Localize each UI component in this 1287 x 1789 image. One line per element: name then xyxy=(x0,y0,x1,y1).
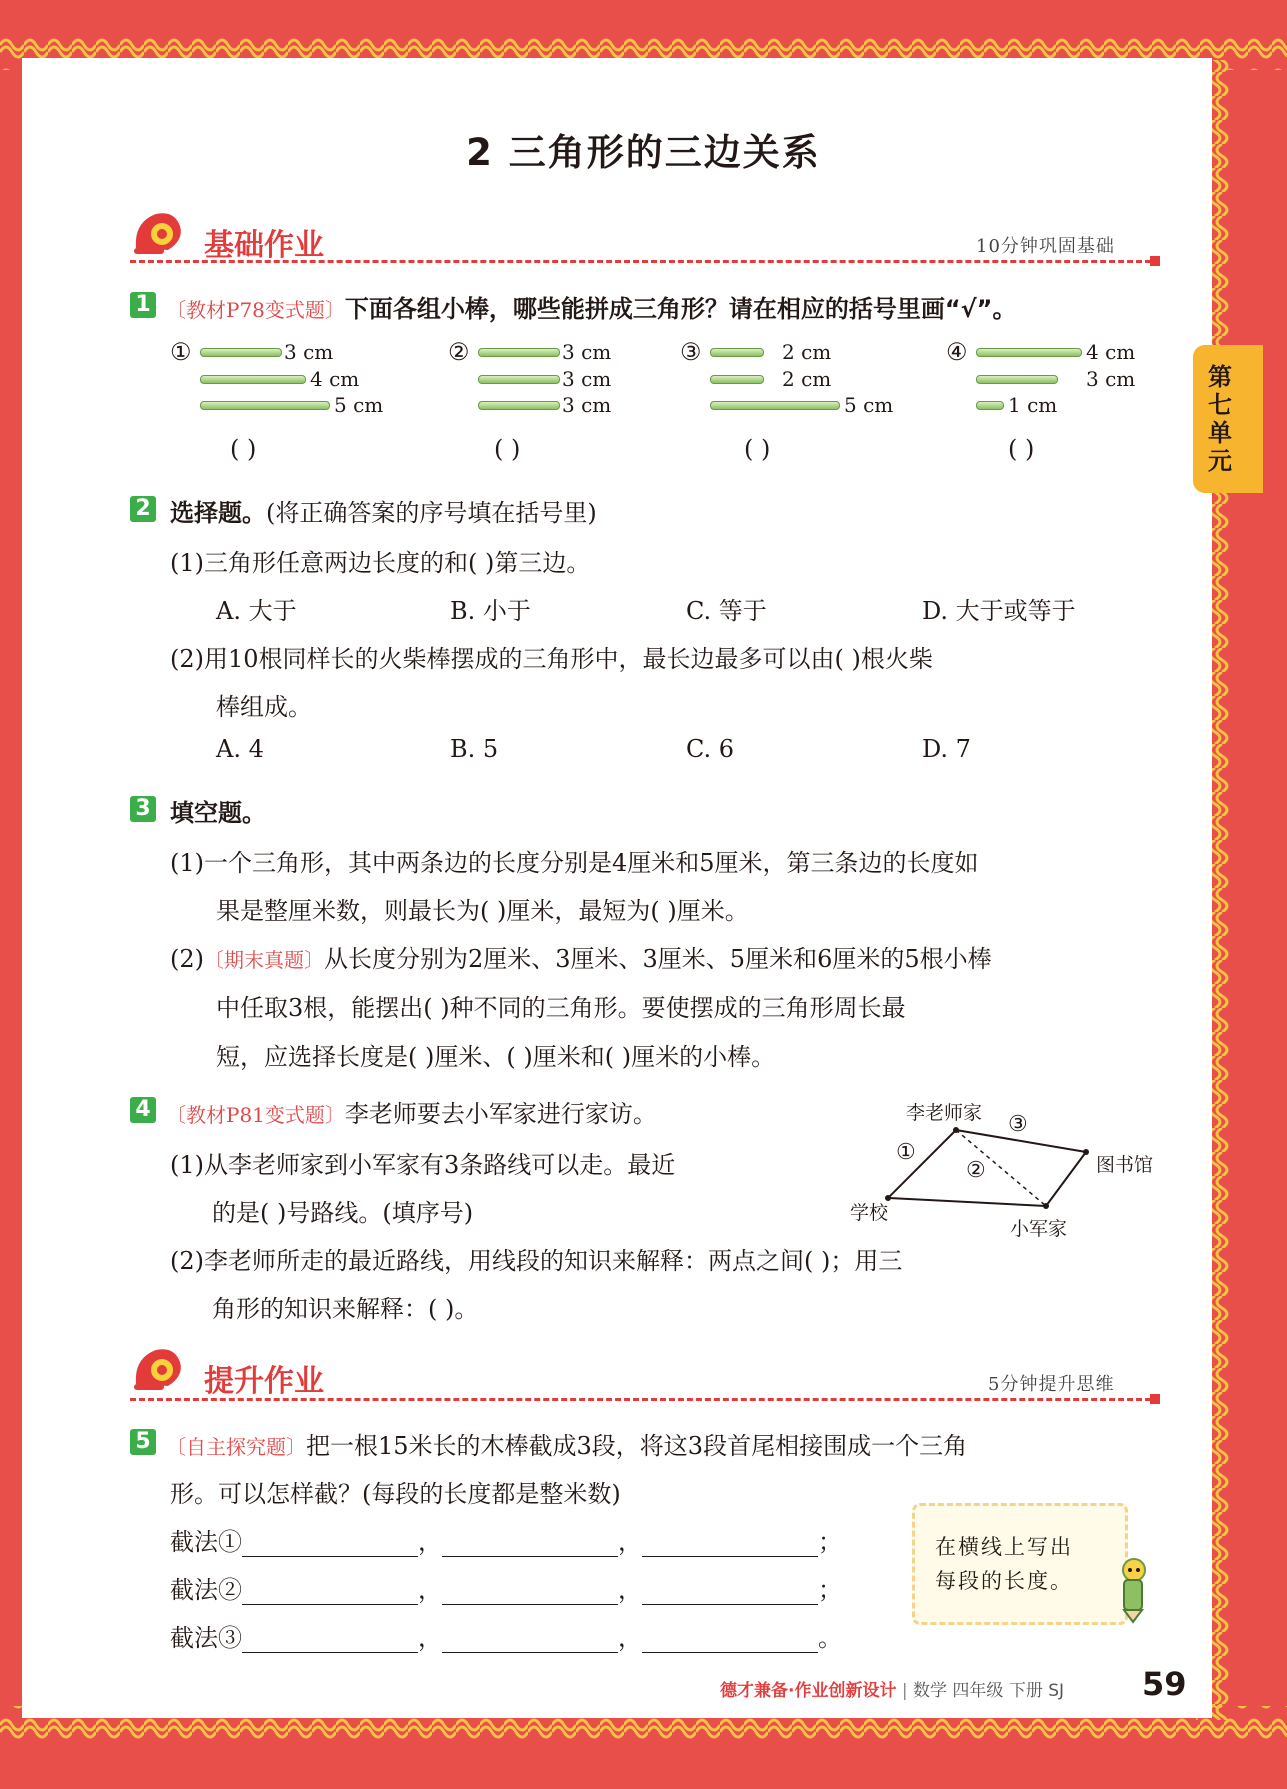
sub-question-text: 角形的知识来解释：( )。 xyxy=(212,1295,479,1323)
map-label-route-1: ① xyxy=(896,1140,916,1165)
stick xyxy=(976,375,1058,384)
stick xyxy=(478,375,560,384)
route-1-line xyxy=(888,1198,1046,1206)
stick xyxy=(976,348,1082,357)
stick-length: 3 cm xyxy=(284,340,334,364)
answer-parentheses[interactable]: ( ) xyxy=(1008,435,1035,463)
answer-blank[interactable] xyxy=(642,1580,818,1605)
question-number: 5 xyxy=(130,1429,156,1455)
sub-question-text: (2)用10根同样长的火柴棒摆成的三角形中，最长边最多可以由( )根火柴 xyxy=(170,645,933,673)
question-tag: 〔期末真题〕 xyxy=(204,948,324,972)
cut-method-row: 截法② ， ， ； xyxy=(170,1576,842,1604)
answer-parentheses[interactable]: ( ) xyxy=(230,435,257,463)
sub-question-text: 的是( )号路线。(填序号) xyxy=(212,1199,474,1227)
pencil-mascot-icon xyxy=(1108,1556,1156,1624)
answer-blank[interactable] xyxy=(642,1532,818,1557)
sub-question-text: (1)一个三角形，其中两条边的长度分别是4厘米和5厘米，第三条边的长度如 xyxy=(170,849,979,877)
map-label-school: 学校 xyxy=(850,1202,889,1224)
question-text: 形。可以怎样截？(每段的长度都是整米数) xyxy=(170,1480,621,1508)
divider-end-mark xyxy=(1150,256,1160,266)
map-label-xiaojun-home: 小军家 xyxy=(1010,1218,1068,1240)
point-xiaojun-home xyxy=(1043,1203,1049,1209)
stick xyxy=(710,375,764,384)
footer-brand: 德才兼备·作业创新设计 xyxy=(720,1681,897,1701)
hint-note-text: 在横线上写出每段的长度。 xyxy=(935,1535,1073,1593)
cut-method-row: 截法③ ， ， 。 xyxy=(170,1624,842,1652)
question-number: 2 xyxy=(130,496,156,522)
stick-length: 2 cm xyxy=(782,367,832,391)
question-number: 3 xyxy=(130,796,156,822)
question-title: 选择题。 xyxy=(170,499,266,527)
option[interactable]: D. 7 xyxy=(922,735,971,763)
question-number: 1 xyxy=(130,292,156,318)
stick xyxy=(976,401,1004,410)
answer-blank[interactable] xyxy=(242,1580,418,1605)
sub-question-text: 果是整厘米数，则最长为( )厘米，最短为( )厘米。 xyxy=(216,897,749,925)
section-subtitle-advanced: 5分钟提升思维 xyxy=(988,1374,1115,1395)
option[interactable]: C. 6 xyxy=(686,735,735,763)
option[interactable]: A. 4 xyxy=(216,735,264,763)
stick xyxy=(710,401,840,410)
divider-end-mark xyxy=(1150,1394,1160,1404)
sub-question-prefix: (2) xyxy=(170,945,204,973)
answer-blank[interactable] xyxy=(442,1628,618,1653)
sub-question-text: 棒组成。 xyxy=(216,693,312,721)
section-subtitle-basic: 10分钟巩固基础 xyxy=(976,236,1115,257)
group-label: ④ xyxy=(946,338,968,366)
sub-question-text: (2)李老师所走的最近路线，用线段的知识来解释：两点之间( )；用三 xyxy=(170,1247,903,1275)
question-text: 把一根15米长的木棒截成3段，将这3段首尾相接围成一个三角 xyxy=(306,1432,968,1460)
question-tag: 〔教材P78变式题〕 xyxy=(166,298,345,322)
stick xyxy=(478,348,560,357)
stick xyxy=(200,375,306,384)
map-label-route-2: ② xyxy=(966,1158,986,1183)
stick-length: 2 cm xyxy=(782,340,832,364)
question-hint: (将正确答案的序号填在括号里) xyxy=(266,499,597,527)
bell-icon xyxy=(128,1340,188,1400)
sub-question-text: 中任取3根，能摆出( )种不同的三角形。要使摆成的三角形周长最 xyxy=(216,994,906,1022)
section-divider xyxy=(130,1398,1160,1401)
page-number: 59 xyxy=(1142,1665,1187,1703)
stick-length: 3 cm xyxy=(562,367,612,391)
stick xyxy=(200,401,330,410)
stick-length: 3 cm xyxy=(1086,367,1136,391)
option[interactable]: B. 5 xyxy=(450,735,499,763)
sub-question-text: (1)从李老师家到小军家有3条路线可以走。最近 xyxy=(170,1151,676,1179)
stick-length: 4 cm xyxy=(1086,340,1136,364)
group-label: ② xyxy=(448,338,470,366)
option[interactable]: A. 大于 xyxy=(216,597,297,625)
hint-note xyxy=(912,1503,1128,1625)
point-teacher-home xyxy=(953,1127,959,1133)
cut-method-label: 截法① xyxy=(170,1528,242,1556)
option[interactable]: D. 大于或等于 xyxy=(922,597,1076,625)
stick-length: 3 cm xyxy=(562,393,612,417)
stick xyxy=(710,348,764,357)
cut-method-row: 截法① ， ， ； xyxy=(170,1528,842,1556)
stick xyxy=(478,401,560,410)
sub-question-text: 短，应选择长度是( )厘米、( )厘米和( )厘米的小棒。 xyxy=(216,1043,776,1071)
footer-info: 数学 四年级 下册 SJ xyxy=(913,1681,1065,1701)
section-title-advanced: 提升作业 xyxy=(204,1364,324,1399)
point-library xyxy=(1083,1149,1089,1155)
question-text: 下面各组小棒，哪些能拼成三角形？请在相应的括号里画“√”。 xyxy=(344,295,1017,323)
map-label-library: 图书馆 xyxy=(1096,1154,1154,1176)
group-label: ③ xyxy=(680,338,702,366)
option[interactable]: B. 小于 xyxy=(450,597,531,625)
bell-icon xyxy=(128,204,188,264)
answer-parentheses[interactable]: ( ) xyxy=(744,435,771,463)
page-title: 2 三角形的三边关系 xyxy=(466,131,821,174)
map-label-route-3: ③ xyxy=(1008,1112,1028,1137)
answer-blank[interactable] xyxy=(242,1532,418,1557)
question-text: 李老师要去小军家进行家访。 xyxy=(344,1100,657,1128)
route-3-line xyxy=(1046,1152,1086,1206)
unit-side-tab xyxy=(1193,345,1263,493)
stick-length: 5 cm xyxy=(334,393,384,417)
group-label: ① xyxy=(170,338,192,366)
answer-blank[interactable] xyxy=(442,1580,618,1605)
question-number: 4 xyxy=(130,1097,156,1123)
answer-parentheses[interactable]: ( ) xyxy=(494,435,521,463)
stick xyxy=(200,348,282,357)
section-divider xyxy=(130,260,1160,263)
sub-question-text: 从长度分别为2厘米、3厘米、3厘米、5厘米和6厘米的5根小棒 xyxy=(324,945,992,973)
sub-question-text: (1)三角形任意两边长度的和( )第三边。 xyxy=(170,549,591,577)
option[interactable]: C. 等于 xyxy=(686,597,767,625)
map-label-teacher-home: 李老师家 xyxy=(906,1102,983,1124)
question-tag: 〔教材P81变式题〕 xyxy=(166,1103,345,1127)
unit-side-tab-label: 第七单元 xyxy=(1208,363,1232,475)
answer-blank[interactable] xyxy=(442,1532,618,1557)
question-title: 填空题。 xyxy=(170,799,266,827)
stick-length: 5 cm xyxy=(844,393,894,417)
section-title-basic: 基础作业 xyxy=(204,228,324,263)
stick-length: 1 cm xyxy=(1008,393,1058,417)
stick-length: 4 cm xyxy=(310,367,360,391)
stick-length: 3 cm xyxy=(562,340,612,364)
answer-blank[interactable] xyxy=(642,1628,818,1653)
cut-method-label: 截法② xyxy=(170,1576,242,1604)
answer-blank[interactable] xyxy=(242,1628,418,1653)
cut-method-label: 截法③ xyxy=(170,1624,242,1652)
question-tag: 〔自主探究题〕 xyxy=(166,1435,306,1459)
